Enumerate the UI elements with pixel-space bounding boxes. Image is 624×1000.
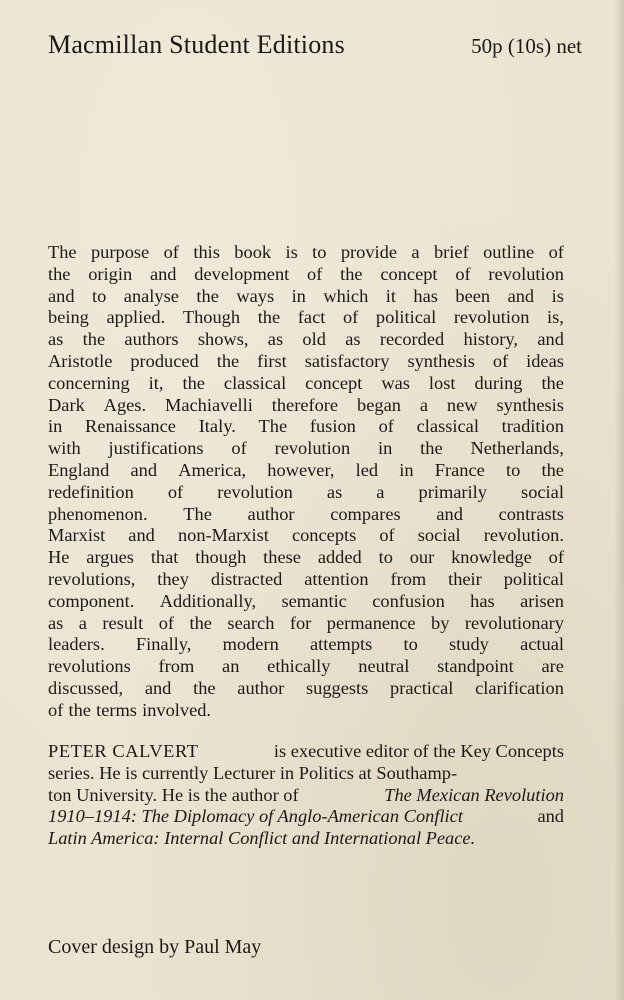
description-line: the origin and development of the concept of revolution xyxy=(48,263,564,284)
description-line: revolutions, they distracted attention from their political xyxy=(48,568,564,589)
description-line: and to analyse the ways in which it has been and is xyxy=(48,285,564,306)
book-title-subtitle: 1910–1914: The Diplomacy of Anglo-American Conflict xyxy=(48,806,463,827)
book-description xyxy=(48,242,564,722)
description-line: Marxist and non-Marxist concepts of social revolution. xyxy=(48,525,564,546)
description-line: The purpose of this book is to provide a brief outline of xyxy=(48,242,564,262)
description-line: He argues that though these added to our knowledge of xyxy=(48,547,564,568)
bio-line xyxy=(48,828,564,850)
author-name: PETER CALVERT xyxy=(48,741,199,761)
book-title-mexican-revolution: The Mexican Revolution xyxy=(384,784,564,805)
description-line: leaders. Finally, modern attempts to study actual xyxy=(48,634,564,655)
bio-line xyxy=(48,741,564,763)
description-line: as the authors shows, as old as recorded history, and xyxy=(48,329,564,350)
page-edge-shadow xyxy=(614,0,624,1000)
description-line: of the terms involved. xyxy=(48,699,212,720)
description-line: Aristotle produced the first satisfactory synthesis of ideas xyxy=(48,350,564,371)
series-title: Macmillan Student Editions xyxy=(48,30,345,59)
bio-line-4-and: and xyxy=(537,806,564,827)
author-bio xyxy=(48,741,564,850)
bio-line xyxy=(48,763,564,785)
bio-line-1-rest: is executive editor of the Key Concepts xyxy=(273,741,564,761)
cover-design-credit: Cover design by Paul May xyxy=(48,936,262,958)
header-row xyxy=(48,30,582,66)
description-line: redefinition of revolution as a primarily social xyxy=(48,481,564,502)
book-title-latin-america: Latin America: Internal Conflict and International Peace. xyxy=(48,828,476,849)
description-line: discussed, and the author suggests practical clarification xyxy=(48,677,564,698)
description-line: with justifications of revolution in the Netherlands, xyxy=(48,438,564,459)
bio-line xyxy=(48,785,564,807)
description-line: component. Additionally, semantic confusion has arisen xyxy=(48,590,564,611)
description-line: England and America, however, led in France to the xyxy=(48,459,564,480)
bio-line xyxy=(48,806,564,828)
bio-line-3-text: ton University. He is the author of xyxy=(48,784,299,805)
description-line: in Renaissance Italy. The fusion of classical tradition xyxy=(48,416,564,437)
description-line: concerning it, the classical concept was lost during the xyxy=(48,372,564,393)
description-line: as a result of the search for permanence by revolutionary xyxy=(48,612,564,633)
description-line: Dark Ages. Machiavelli therefore began a new synthesis xyxy=(48,394,564,415)
description-line: phenomenon. The author compares and contrasts xyxy=(48,503,564,524)
bio-line-2: series. He is currently Lecturer in Politics at Southamp- xyxy=(48,762,458,783)
price: 50p (10s) net xyxy=(471,34,582,58)
description-line: being applied. Though the fact of political revolution is, xyxy=(48,307,564,328)
description-line: revolutions from an ethically neutral standpoint are xyxy=(48,656,564,677)
